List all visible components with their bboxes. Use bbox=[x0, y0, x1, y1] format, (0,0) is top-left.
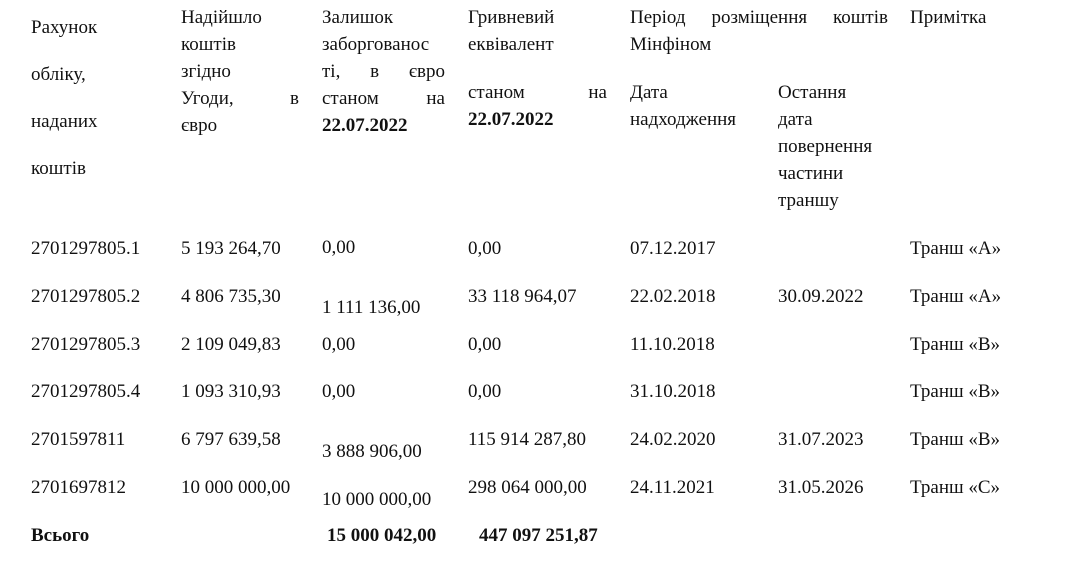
last-date-cell: 30.09.2022 bbox=[778, 286, 864, 307]
header-uah-line bbox=[468, 79, 607, 106]
header-received-line: Надійшло bbox=[181, 7, 262, 28]
header-uah-date-value: 22.07.2022 bbox=[468, 109, 554, 130]
word: на bbox=[426, 88, 445, 109]
word: станом bbox=[322, 88, 379, 109]
account-cell: 2701297805.1 bbox=[31, 238, 141, 259]
received-cell: 5 193 264,70 bbox=[181, 238, 281, 259]
account-cell: 2701297805.3 bbox=[31, 334, 141, 355]
header-received-line: коштів bbox=[181, 34, 236, 55]
header-period-line bbox=[630, 4, 888, 31]
word: ті, bbox=[322, 61, 341, 82]
header-account bbox=[31, 4, 98, 192]
last-date-cell: 31.07.2023 bbox=[778, 429, 864, 450]
header-last-date-line: повернення bbox=[778, 136, 873, 157]
header-account-line: коштів bbox=[31, 158, 86, 179]
header-received bbox=[181, 4, 299, 139]
balance-cell: 10 000 000,00 bbox=[322, 489, 432, 510]
received-cell: 6 797 639,58 bbox=[181, 429, 281, 450]
balance-cell: 3 888 906,00 bbox=[322, 441, 422, 462]
header-date-in-line: Дата bbox=[630, 82, 668, 103]
header-note: Примітка bbox=[910, 7, 987, 28]
word: євро bbox=[408, 61, 445, 82]
uah-cell: 115 914 287,80 bbox=[468, 429, 587, 450]
word: Період bbox=[630, 7, 686, 28]
header-date-in-line: надходження bbox=[630, 109, 737, 130]
note-cell: Транш «В» bbox=[910, 334, 1001, 355]
uah-cell: 0,00 bbox=[468, 334, 502, 355]
balance-cell: 1 111 136,00 bbox=[322, 297, 421, 318]
header-uah bbox=[468, 4, 607, 58]
header-balance-line: заборгованос bbox=[322, 34, 430, 55]
date-in-cell: 31.10.2018 bbox=[630, 381, 716, 402]
header-received-line bbox=[181, 85, 299, 112]
word: розміщення bbox=[711, 7, 808, 28]
date-in-cell: 24.02.2020 bbox=[630, 429, 716, 450]
header-account-line: обліку, bbox=[31, 64, 86, 85]
balance-cell: 0,00 bbox=[322, 334, 356, 355]
word: коштів bbox=[833, 7, 888, 28]
header-balance-line bbox=[322, 58, 445, 85]
header-last-date bbox=[778, 79, 872, 214]
header-received-line: євро bbox=[181, 115, 218, 136]
uah-cell: 298 064 000,00 bbox=[468, 477, 587, 498]
header-last-date-line: траншу bbox=[778, 190, 839, 211]
total-balance: 15 000 042,00 bbox=[327, 525, 437, 546]
balance-cell: 0,00 bbox=[322, 381, 356, 402]
header-uah-date bbox=[468, 79, 607, 133]
account-cell: 2701297805.2 bbox=[31, 286, 141, 307]
header-uah-line: Гривневий bbox=[468, 7, 555, 28]
header-last-date-line: частини bbox=[778, 163, 844, 184]
header-last-date-line: Остання bbox=[778, 82, 847, 103]
word: станом bbox=[468, 82, 525, 103]
note-cell: Транш «А» bbox=[910, 238, 1002, 259]
word: в bbox=[290, 88, 299, 109]
account-cell: 2701697812 bbox=[31, 477, 126, 498]
note-cell: Транш «А» bbox=[910, 286, 1002, 307]
word: в bbox=[370, 61, 380, 82]
note-cell: Транш «В» bbox=[910, 381, 1001, 402]
header-uah-line: еквівалент bbox=[468, 34, 554, 55]
header-account-line: Рахунок bbox=[31, 17, 98, 38]
date-in-cell: 11.10.2018 bbox=[630, 334, 715, 355]
note-cell: Транш «С» bbox=[910, 477, 1001, 498]
uah-cell: 33 118 964,07 bbox=[468, 286, 577, 307]
header-last-date-line: дата bbox=[778, 109, 813, 130]
header-balance-date: 22.07.2022 bbox=[322, 115, 408, 136]
account-cell: 2701597811 bbox=[31, 429, 126, 450]
uah-cell: 0,00 bbox=[468, 238, 502, 259]
received-cell: 4 806 735,30 bbox=[181, 286, 281, 307]
balance-cell: 0,00 bbox=[322, 237, 356, 258]
total-uah: 447 097 251,87 bbox=[479, 525, 598, 546]
note-cell: Транш «В» bbox=[910, 429, 1001, 450]
uah-cell: 0,00 bbox=[468, 381, 502, 402]
received-cell: 2 109 049,83 bbox=[181, 334, 281, 355]
word: на bbox=[588, 82, 607, 103]
received-cell: 10 000 000,00 bbox=[181, 477, 291, 498]
last-date-cell: 31.05.2026 bbox=[778, 477, 864, 498]
date-in-cell: 24.11.2021 bbox=[630, 477, 715, 498]
header-date-in bbox=[630, 79, 736, 133]
received-cell: 1 093 310,93 bbox=[181, 381, 281, 402]
word: Угоди, bbox=[181, 88, 234, 109]
header-period-line: Мінфіном bbox=[630, 34, 712, 55]
date-in-cell: 22.02.2018 bbox=[630, 286, 716, 307]
header-period bbox=[630, 4, 888, 58]
header-balance-line bbox=[322, 85, 445, 112]
header-balance-line: Залишок bbox=[322, 7, 394, 28]
header-received-line: згідно bbox=[181, 61, 231, 82]
header-balance bbox=[322, 4, 445, 139]
header-account-line: наданих bbox=[31, 111, 98, 132]
account-cell: 2701297805.4 bbox=[31, 381, 141, 402]
total-label: Всього bbox=[31, 525, 90, 546]
date-in-cell: 07.12.2017 bbox=[630, 238, 716, 259]
